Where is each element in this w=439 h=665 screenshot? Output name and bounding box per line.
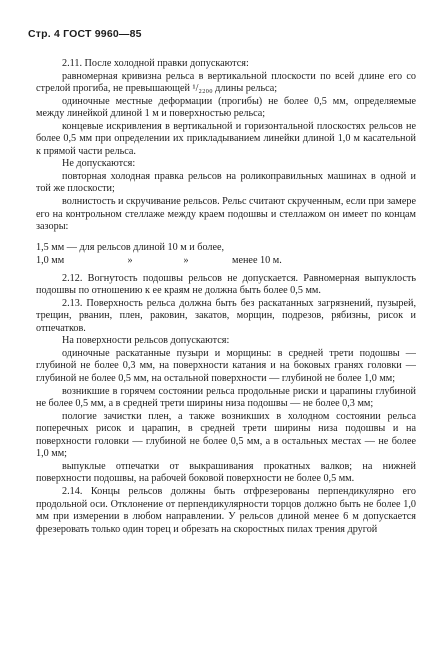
gap-row-2-length: менее 10 м.	[232, 254, 282, 266]
paragraph-surface-allowed: На поверхности рельсов допускаются:	[62, 335, 230, 347]
gap-row-1-text: 1,5 мм — для рельсов длиной 10 м и более,	[36, 241, 225, 253]
paragraph-2-13: 2.13. Поверхность рельса должна быть без раскатанных загрязнений, пузырей, трещин, рванин, плен, раковин, закатов, морщин, подрезов, рябизны, рисок и отпечатков.	[36, 297, 416, 334]
paragraph-local-deformations: одиночные местные деформации (прогибы) не более 0,5 мм, определяемые между линейкой длиной 1 м и поверхностью рельса;	[36, 95, 416, 120]
paragraph-not-allowed: Не допускаются:	[62, 158, 136, 170]
paragraph-imprints: выпуклые отпечатки от выкрашивания прокатных валков; на нижней поверхности подошвы, на рабочей боковой поверхности не более 0,5 мм.	[36, 460, 416, 485]
paragraph-repeat-straightening: повторная холодная правка рельсов на роликоправильных машинах в одной и той же плоскости;	[36, 170, 416, 195]
paragraph-2-11: 2.11. После холодной правки допускаются:	[62, 58, 249, 69]
document-body	[36, 58, 416, 536]
paragraph-scratches: возникшие в горячем состоянии рельса продольные риски и царапины глубиной не более 0,5 мм, а в средней трети ширины низа подошвы — не более 0,3 мм;	[36, 385, 416, 410]
paragraph-bubbles: одиночные раскатанные пузыри и морщины: в средней трети подошвы — глубиной не более 0,3 мм, на поверхности катания и на боковых гранях головки — глубиной не более 0,5 мм, на остальной поверхности — глубиной не более 1,0 мм;	[36, 347, 416, 385]
gap-row-2-ditto-1: »	[127, 254, 133, 266]
paragraph-twisting: волнистость и скручивание рельсов. Рельс считают скрученным, если при замере его на контрольном стеллаже между краем подошвы и стеллажом он имеет по концам зазоры:	[36, 196, 417, 233]
gap-row-2-value: 1,0 мм	[36, 254, 65, 266]
paragraph-cleanups: пологие зачистки плен, а также возникших в холодном состоянии рельса поперечных рисок и царапин, в средней трети ширины низа подошвы и на поверхности головки — глубиной не более 0,5 мм, а в остальных местах — не более 1,0 мм;	[36, 410, 416, 460]
gap-row-2-ditto-2: »	[183, 254, 189, 266]
paragraph-2-14: 2.14. Концы рельсов должны быть отфрезерованы перпендикулярно его продольной оси. Отклонение от перпендикулярности торцов должно быть не более 1,0 мм при измерении в любом направлении. У рельсов длиной менее 6 м допускается фрезеровать только один торец и обрезать на скоростных пилах трения другой	[36, 485, 416, 535]
paragraph-2-12: 2.12. Вогнутость подошвы рельсов не допускается. Равномерная выпуклость подошвы по отношению к ее краям не должна быть более 0,5 мм.	[36, 272, 416, 297]
paragraph-curvature: равномерная кривизна рельса в вертикальной плоскости по всей длине его со стрелой прогиба, не превышающей ¹/₂₂₀₀ длины рельса;	[36, 70, 416, 95]
gap-table	[36, 241, 416, 267]
page-header: Стр. 4 ГОСТ 9960—85	[28, 28, 142, 40]
paragraph-end-bends: концевые искривления в вертикальной и горизонтальной плоскостях рельсов не более 0,5 мм при определении их прикладыванием линейки длиной 1,0 м касательной к прямой части рельса.	[36, 120, 416, 157]
gap-row-2	[36, 254, 416, 267]
gap-row-1	[36, 241, 416, 254]
